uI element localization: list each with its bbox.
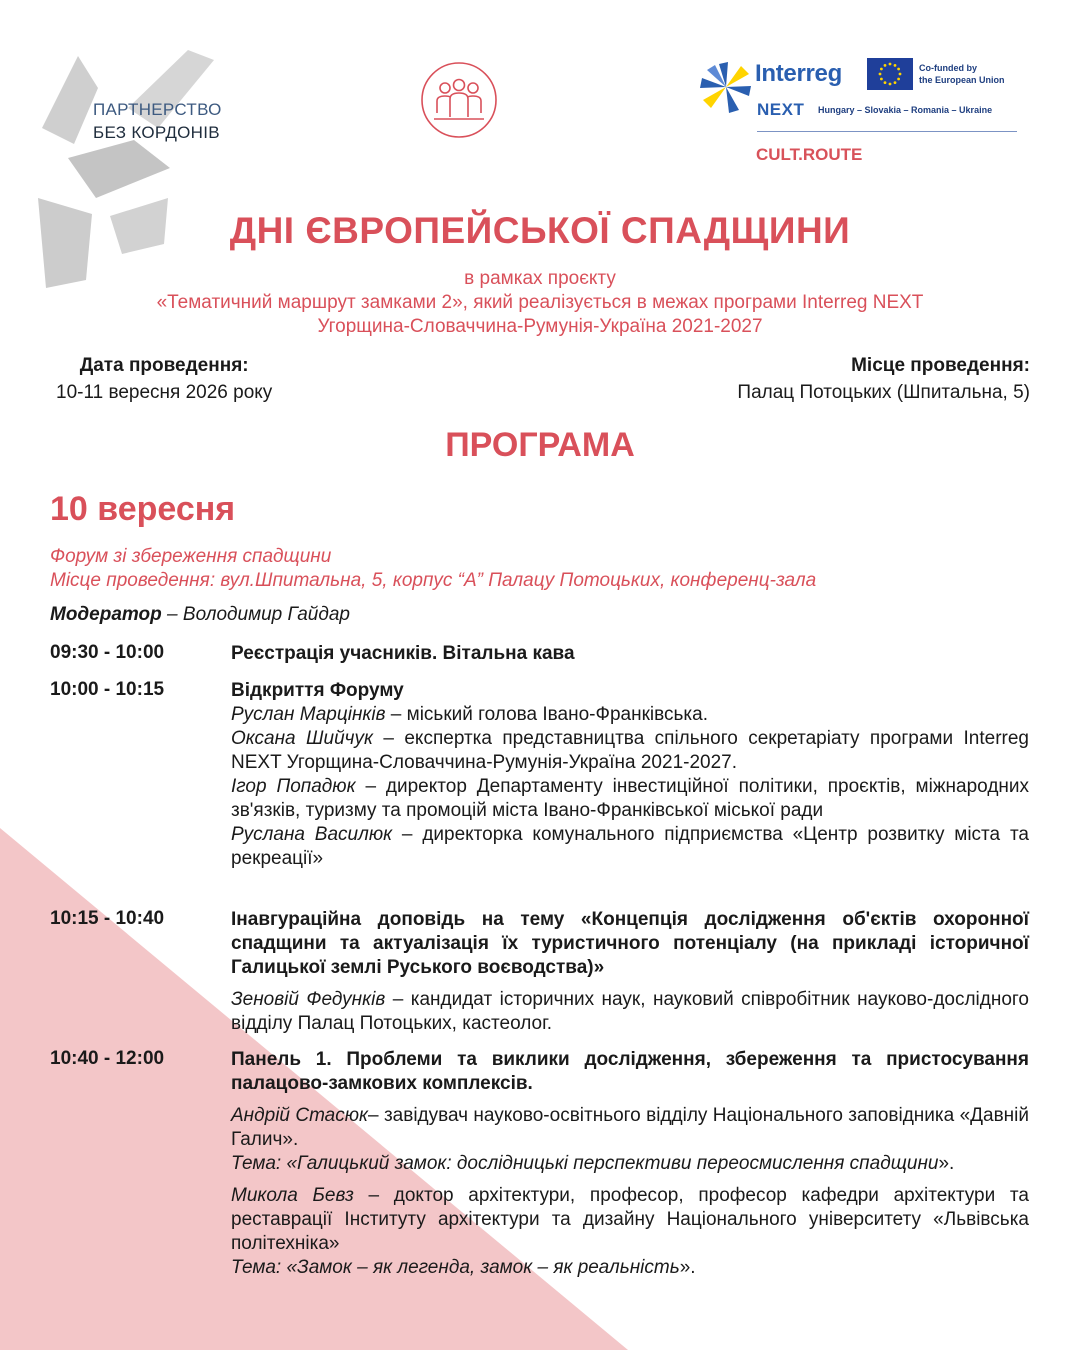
place-label: Місце проведення: <box>851 355 1030 376</box>
topic-text: Тема: «Замок – як легенда, замок – як реальність <box>231 1257 680 1278</box>
forum-location: Місце проведення: вул.Шпитальна, 5, корпус “А” Палацу Потоцьких, конференц-зала <box>50 570 817 591</box>
moderator-role: Модератор <box>50 604 162 625</box>
speaker-name: Андрій Стасюк <box>231 1105 369 1126</box>
talk-topic <box>231 1256 1029 1280</box>
partnership-leaf-logo <box>38 48 218 288</box>
schedule-item-title: Відкриття Форуму <box>231 680 404 701</box>
next-wordmark: NEXT <box>757 100 805 119</box>
speaker-role: – експертка представництва спільного секретаріату програми Interreg NEXT Угорщина-Словаччина-Румунія-Україна 2021-2027. <box>231 728 1029 773</box>
schedule-time: 09:30 - 10:00 <box>50 642 165 663</box>
project-subtitle <box>60 267 1020 339</box>
forum-info <box>50 545 816 593</box>
speaker-role: – міський голова Івано-Франківська. <box>385 704 708 725</box>
moderator-dash: – <box>161 604 183 625</box>
speaker-role: – завідувач науково-освітнього відділу Національного заповідника «Давній Галич». <box>231 1105 1029 1150</box>
interreg-star-icon <box>697 58 755 116</box>
logo-divider <box>757 131 1017 132</box>
people-group-icon <box>420 61 498 139</box>
cofunded-text <box>919 62 1005 86</box>
forum-title: Форум зі збереження спадщини <box>50 546 332 567</box>
partnership-logo-text <box>93 98 222 144</box>
speaker-name: Ігор Попадюк <box>231 776 356 797</box>
interreg-wordmark: Interreg <box>755 60 842 87</box>
speaker-entry <box>231 727 1029 775</box>
speaker-name: Руслан Марцінків <box>231 704 386 725</box>
date-label: Дата проведення: <box>79 355 249 376</box>
speaker-role: – директор Департаменту інвестиційної політики, проєктів, міжнародних зв'язків, туризму та промоцій міста Івано-Франківської міської ради <box>231 776 1030 821</box>
subtitle-line-1: в рамках проєкту <box>464 268 616 289</box>
page-title: ДНІ ЄВРОПЕЙСЬКОЇ СПАДЩИНИ <box>229 210 851 251</box>
partner-line-1: ПАРТНЕРСТВО <box>93 100 222 119</box>
eu-flag-icon <box>867 58 913 90</box>
interreg-logo <box>697 54 1027 174</box>
cofunded-line-2: the European Union <box>919 75 1005 85</box>
talk-topic <box>231 1152 1029 1176</box>
subtitle-line-2: «Тематичний маршрут замками 2», який реалізується в межах програми Interreg NEXT <box>156 292 924 313</box>
topic-text: Тема: «Галицький замок: дослідницькі перспективи переосмислення спадщини <box>231 1153 939 1174</box>
schedule-item <box>231 1048 1029 1280</box>
schedule-item-title: Панель 1. Проблеми та виклики дослідження, збереження та пристосування палацово-замкових комплексів. <box>231 1049 1029 1094</box>
cofunded-line-1: Co-funded by <box>919 63 977 73</box>
schedule-item <box>231 908 1029 1036</box>
schedule-time: 10:40 - 12:00 <box>50 1048 165 1069</box>
date-value: 10-11 вересня 2026 року <box>56 382 273 403</box>
moderator-line <box>50 604 350 626</box>
speaker-name: Руслана Василюк <box>231 824 393 845</box>
partner-line-2: БЕЗ КОРДОНІВ <box>93 123 220 142</box>
speaker-role: – кандидат історичних наук, науковий співробітник науково-дослідного відділу Палац Потоцьких, кастеолог. <box>231 989 1029 1034</box>
schedule-item-title: Реєстрація учасників. Вітальна кава <box>231 643 575 664</box>
speaker-entry <box>231 703 1029 727</box>
schedule-time: 10:15 - 10:40 <box>50 908 165 929</box>
subtitle-line-3: Угорщина-Словаччина-Румунія-Україна 2021-2027 <box>317 316 763 337</box>
speaker-name: Микола Бевз <box>231 1185 354 1206</box>
moderator-name: Володимир Гайдар <box>182 604 350 625</box>
event-place <box>737 352 1030 406</box>
speaker-role: – доктор архітектури, професор, професор кафедри архітектури та реставрації Інституту архітектури та дизайну Національного університету «Львівська політехніка» <box>231 1185 1029 1254</box>
topic-end: ». <box>679 1257 696 1278</box>
speaker-name: Оксана Шийчук <box>231 728 373 749</box>
speaker-entry <box>231 823 1029 871</box>
schedule-item-title: Інавгураційна доповідь на тему «Концепція дослідження об'єктів охоронної спадщини та актуалізація їх туристичного потенціалу (на прикладі історичної Галицької землі Руського воєводства)» <box>231 909 1029 978</box>
topic-end: ». <box>938 1153 955 1174</box>
speaker-entry <box>231 775 1029 823</box>
speaker-entry <box>231 1184 1029 1256</box>
countries-text: Hungary – Slovakia – Romania – Ukraine <box>818 105 993 115</box>
schedule-item <box>231 679 1029 871</box>
schedule-time: 10:00 - 10:15 <box>50 679 165 700</box>
event-date <box>56 352 272 406</box>
cult-route-label: CULT.ROUTE <box>756 145 863 164</box>
place-value: Палац Потоцьких (Шпитальна, 5) <box>737 382 1030 403</box>
program-heading: ПРОГРАМА <box>445 426 635 464</box>
speaker-name: Зеновій Федунків <box>231 989 386 1010</box>
schedule-item <box>231 642 1029 666</box>
speaker-entry <box>231 1104 1029 1152</box>
speaker-entry <box>231 988 1029 1036</box>
day-heading: 10 вересня <box>50 490 236 528</box>
speaker-role: – директорка комунального підприємства «Центр розвитку міста та рекреації» <box>231 824 1029 869</box>
